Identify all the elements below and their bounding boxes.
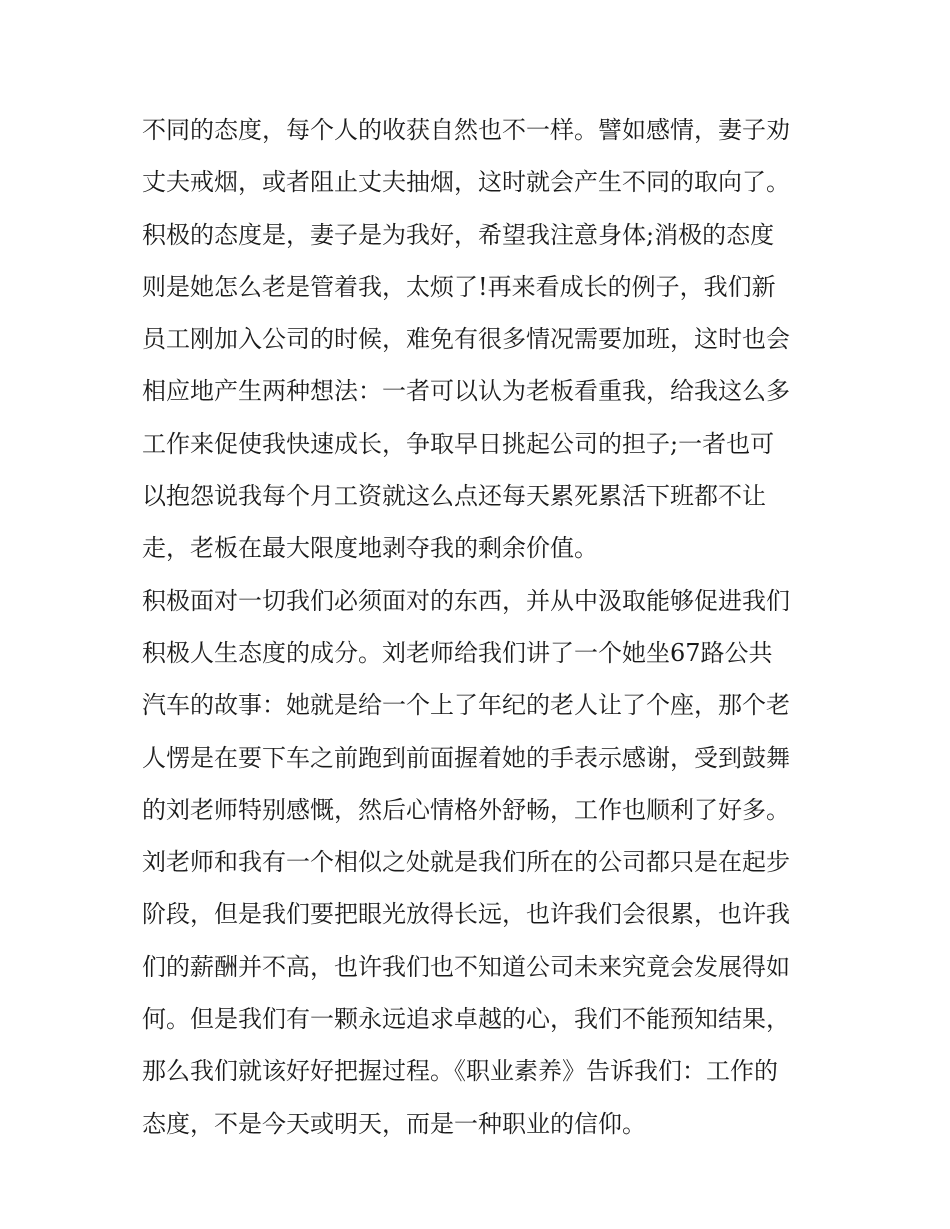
text-line: 阶段，但是我们要把眼光放得长远，也许我们会很累，也许我 — [142, 900, 790, 929]
body-text — [142, 104, 822, 1150]
text-line: 汽车的故事：她就是给一个上了年纪的老人让了个座，那个老 — [142, 691, 790, 720]
text-line: 走，老板在最大限度地剥夺我的剩余价值。 — [142, 534, 598, 563]
text-line: 态度，不是今天或明天，而是一种职业的信仰。 — [142, 1109, 646, 1138]
text-line: 人愣是在要下车之前跑到前面握着她的手表示感谢，受到鼓舞 — [142, 743, 790, 772]
text-line: 丈夫戒烟，或者阻止丈夫抽烟，这时就会产生不同的取向了。 — [142, 168, 790, 197]
text-line: 积极人生态度的成分。刘老师给我们讲了一个她坐67路公共 — [142, 638, 773, 667]
text-line: 工作来促使我快速成长，争取早日挑起公司的担子;一者也可 — [142, 429, 775, 458]
text-line: 则是她怎么老是管着我，太烦了!再来看成长的例子，我们新 — [142, 272, 776, 301]
text-line: 不同的态度，每个人的收获自然也不一样。譬如感情，妻子劝 — [142, 116, 790, 144]
text-line: 们的薪酬并不高，也许我们也不知道公司未来究竟会发展得如 — [142, 952, 790, 981]
text-line: 何。但是我们有一颗永远追求卓越的心，我们不能预知结果， — [142, 1005, 790, 1034]
text-line: 刘老师和我有一个相似之处就是我们所在的公司都只是在起步 — [142, 848, 790, 877]
text-line: 以抱怨说我每个月工资就这么点还每天累死累活下班都不让 — [142, 482, 766, 511]
text-line: 积极的态度是，妻子是为我好，希望我注意身体;消极的态度 — [142, 220, 775, 249]
text-line: 积极面对一切我们必须面对的东西，并从中汲取能够促进我们 — [142, 586, 790, 615]
text-line: 的刘老师特别感慨，然后心情格外舒畅，工作也顺利了好多。 — [142, 795, 790, 824]
text-line: 相应地产生两种想法：一者可以认为老板看重我，给我这么多 — [142, 377, 790, 406]
text-line: 员工刚加入公司的时候，难免有很多情况需要加班，这时也会 — [142, 325, 790, 354]
text-line: 那么我们就该好好把握过程。《职业素养》告诉我们：工作的 — [142, 1057, 778, 1086]
